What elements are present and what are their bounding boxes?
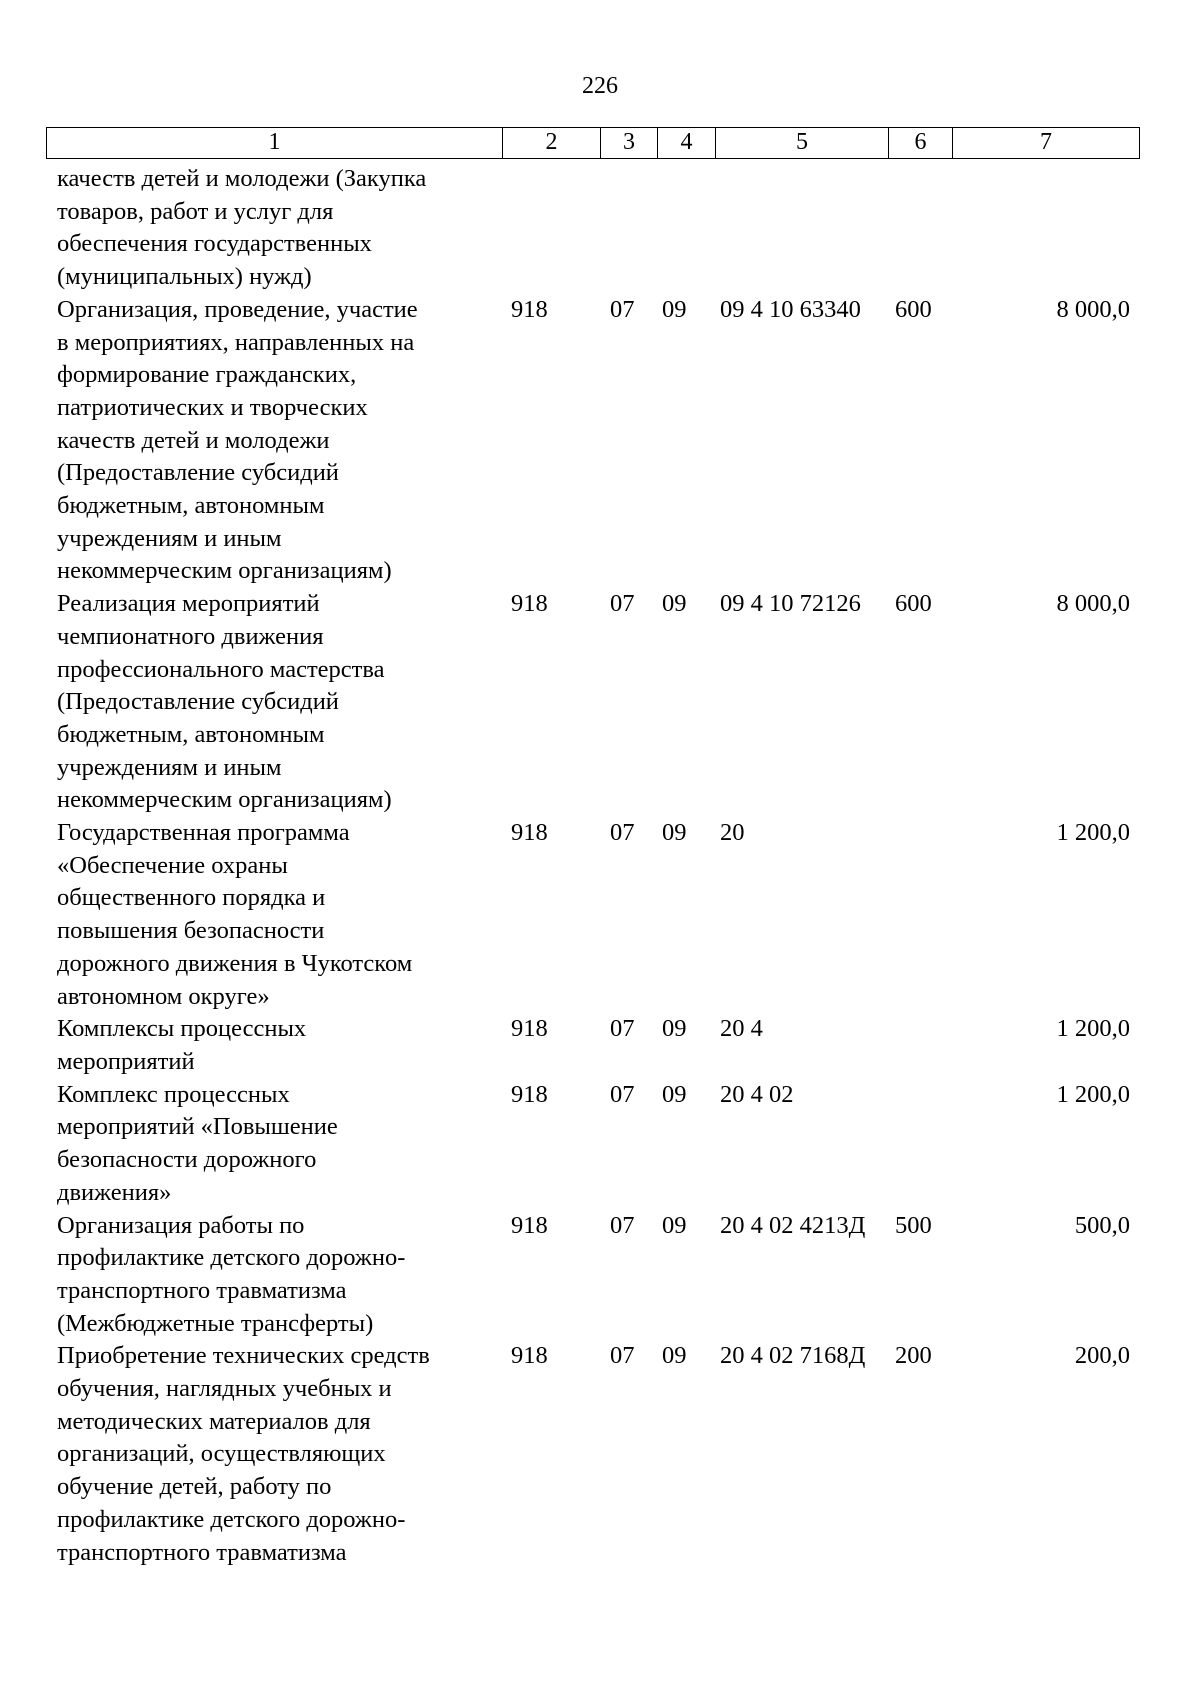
row-amount: 8 000,0: [1056, 590, 1130, 618]
row-subsection-code: 09: [662, 1015, 687, 1043]
row-amount: 1 200,0: [1056, 1015, 1130, 1043]
table-body: [46, 163, 1140, 1569]
table-row: [46, 1013, 1140, 1078]
row-name: Организация, проведение, участие в мероприятиях, направленных на формирование гражданских, патриотических и творческих качеств детей и молодежи (Предоставление субсидий бюджетным, автономным учреждениям и иным некоммерческим организациям): [57, 295, 418, 585]
row-subsection-code: [657, 163, 715, 294]
row-name: Организация работы по профилактике детского дорожно- транспортного травматизма (Межбюджетные трансферты): [57, 1211, 406, 1337]
row-amount: 500,0: [1074, 1211, 1130, 1239]
row-amount: 200,0: [1074, 1342, 1130, 1370]
row-amount: 8 000,0: [1056, 295, 1130, 323]
row-admin-code: 918: [511, 295, 548, 323]
row-admin-code: 918: [511, 590, 548, 618]
row-target-article: 09 4 10 63340: [720, 295, 861, 323]
row-subsection-code: 09: [662, 295, 687, 323]
row-amount: 1 200,0: [1056, 1080, 1130, 1108]
row-target-article: 20 4 02 4213Д: [720, 1211, 866, 1239]
row-target-article: 20 4 02: [720, 1080, 794, 1108]
row-admin-code: 918: [511, 1015, 548, 1043]
column-header-5: 5: [715, 127, 888, 159]
row-name: Государственная программа «Обеспечение охраны общественного порядка и повышения безопасности дорожного движения в Чукотском автономном округе»: [57, 819, 413, 1010]
row-expense-type: [888, 817, 952, 1013]
row-target-article: 09 4 10 72126: [720, 590, 861, 618]
row-subsection-code: 09: [662, 590, 687, 618]
table-row: [46, 1079, 1140, 1210]
row-expense-type: 200: [895, 1342, 932, 1370]
table-row: [46, 588, 1140, 817]
table-row: [46, 1210, 1140, 1341]
table-row: [46, 294, 1140, 588]
row-target-article: 20 4: [720, 1015, 763, 1043]
row-subsection-code: 09: [662, 1080, 687, 1108]
column-header-7: 7: [952, 127, 1140, 159]
column-header-2: 2: [502, 127, 600, 159]
row-section-code: 07: [610, 1080, 635, 1108]
row-amount: [952, 163, 1140, 294]
row-admin-code: 918: [511, 819, 548, 847]
row-amount: 1 200,0: [1056, 819, 1130, 847]
row-admin-code: 918: [511, 1211, 548, 1239]
row-admin-code: 918: [511, 1080, 548, 1108]
row-section-code: 07: [610, 1015, 635, 1043]
row-subsection-code: 09: [662, 1211, 687, 1239]
row-expense-type: [888, 1013, 952, 1078]
row-target-article: 20 4 02 7168Д: [720, 1342, 866, 1370]
row-section-code: 07: [610, 1211, 635, 1239]
row-name: Комплекс процессных мероприятий «Повышение безопасности дорожного движения»: [57, 1080, 338, 1206]
row-name: качеств детей и молодежи (Закупка товаров, работ и услуг для обеспечения государственных (муниципальных) нужд): [57, 165, 427, 291]
row-expense-type: 600: [895, 295, 932, 323]
page-number: 226: [582, 73, 618, 99]
row-name: Комплексы процессных мероприятий: [57, 1015, 307, 1075]
row-name: Реализация мероприятий чемпионатного движения профессионального мастерства (Предоставление субсидий бюджетным, автономным учреждениям и иным некоммерческим организациям): [57, 590, 392, 814]
row-target-article: 20: [720, 819, 745, 847]
table-row: [46, 1340, 1140, 1569]
table-header-row: [46, 127, 1140, 159]
row-name: Приобретение технических средств обучения, наглядных учебных и методических материалов для организаций, осуществляющих обучение детей, работу по профилактике детского дорожно- транспортного травматизма: [57, 1342, 430, 1566]
row-section-code: [600, 163, 657, 294]
row-subsection-code: 09: [662, 1342, 687, 1370]
row-expense-type: 600: [895, 590, 932, 618]
row-section-code: 07: [610, 819, 635, 847]
table-row: [46, 817, 1140, 1013]
column-header-4: 4: [657, 127, 715, 159]
row-section-code: 07: [610, 295, 635, 323]
column-header-1: 1: [46, 127, 502, 159]
row-expense-type: [888, 1079, 952, 1210]
column-header-6: 6: [888, 127, 952, 159]
row-admin-code: 918: [511, 1342, 548, 1370]
row-admin-code: [502, 163, 600, 294]
row-target-article: [715, 163, 888, 294]
row-subsection-code: 09: [662, 819, 687, 847]
column-header-3: 3: [600, 127, 657, 159]
row-section-code: 07: [610, 590, 635, 618]
row-expense-type: [888, 163, 952, 294]
row-expense-type: 500: [895, 1211, 932, 1239]
table-row: [46, 163, 1140, 294]
row-section-code: 07: [610, 1342, 635, 1370]
